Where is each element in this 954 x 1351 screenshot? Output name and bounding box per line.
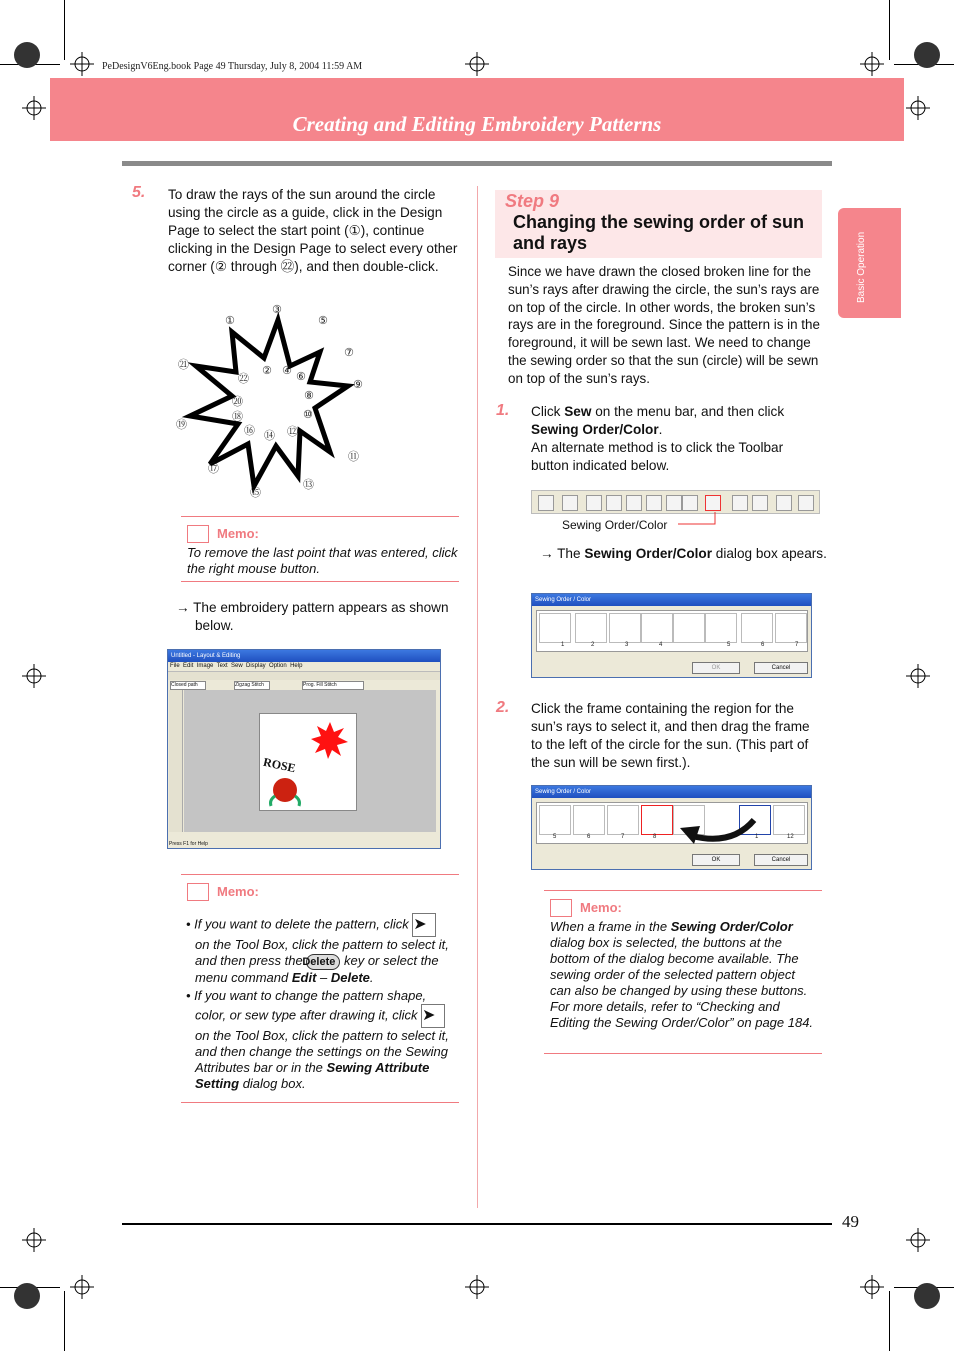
memo-header: Memo:: [187, 883, 459, 901]
menu-item[interactable]: Display: [246, 663, 266, 669]
step1-result: → The Sewing Order/Color dialog box apears.: [540, 546, 827, 561]
frame-number: 1: [755, 834, 759, 840]
cancel-button[interactable]: Cancel: [754, 662, 808, 674]
menu-item[interactable]: Text: [216, 663, 228, 669]
book-icon: [550, 899, 572, 917]
star-label: ⑳: [232, 395, 243, 408]
app-toolbar: [168, 671, 440, 680]
result-text: → The embroidery pattern appears as shown below.: [176, 600, 449, 633]
frame-number: 7: [621, 834, 625, 840]
memo-header: Memo:: [187, 525, 459, 543]
frame-number: 3: [625, 642, 629, 648]
order-frame[interactable]: [539, 805, 571, 835]
dialog-title: Sewing Order / Color: [532, 594, 811, 606]
order-frame[interactable]: [741, 613, 773, 643]
step-label: Step 9: [505, 191, 560, 211]
frame-number: 6: [761, 642, 765, 648]
line-sew-select[interactable]: Closed path: [170, 681, 206, 690]
app-menubar: [168, 662, 440, 671]
frame-number: 2: [591, 642, 595, 648]
text-vertical-icon[interactable]: [626, 495, 642, 511]
star-label: ⑪: [348, 450, 359, 463]
star-label: ⑧: [304, 389, 314, 402]
sun-rays-shape[interactable]: [310, 720, 350, 760]
image-wizard-icon[interactable]: [682, 495, 698, 511]
star-label: ①: [225, 314, 235, 327]
undo-icon[interactable]: [538, 495, 554, 511]
ok-button[interactable]: OK: [692, 854, 740, 866]
drag-arrow-icon: [672, 814, 762, 850]
memo-text: When a frame in the Sewing Order/Color dialog box is selected, the buttons at the bottom of the dialog become available. The sewing order of the selected pattern object can also be changed by using these buttons. For more details, refer to “Checking and Editing the Sewing Order/Color” on page 184.: [550, 919, 814, 1031]
star-label: ⑮: [250, 486, 261, 499]
stitch-select[interactable]: Zigzag Stitch: [234, 681, 270, 690]
select-arrow-icon: ➤: [421, 1004, 445, 1028]
menu-item[interactable]: Sew: [230, 663, 243, 669]
frame-number: 6: [587, 834, 591, 840]
star-label: ⑰: [208, 462, 219, 475]
order-frame[interactable]: [705, 613, 737, 643]
page-header-title: Creating and Editing Embroidery Patterns: [292, 112, 662, 136]
book-icon: [187, 883, 209, 901]
sewing-order-color-icon[interactable]: [705, 495, 721, 511]
book-icon: [187, 525, 209, 543]
star-label: ③: [272, 303, 282, 316]
order-frame[interactable]: [641, 613, 673, 643]
memo-box-3: [544, 890, 822, 1054]
wizard-icon[interactable]: [732, 495, 748, 511]
step1-text: Click Sew on the menu bar, and then click Sewing Order/Color. An alternate method is to click the Toolbar button indicated below.: [531, 404, 785, 473]
header-bar: [50, 78, 904, 141]
tool-icon[interactable]: [562, 495, 578, 511]
star-label: ⑲: [176, 418, 187, 431]
cancel-button[interactable]: Cancel: [754, 854, 808, 866]
star-label: ⑯: [244, 424, 255, 437]
book-info: PeDesignV6Eng.book Page 49 Thursday, July 8, 2004 11:59 AM: [102, 61, 363, 72]
memo-bullets: • If you want to delete the pattern, click ➤ on the Tool Box, click the pattern to select it, and then press the Delete key or select the menu command Edit – Delete. • If you want to change the pattern shape, color, or sew type after drawing it, click ➤ on the Tool Box, click the pattern to select it, and then change the settings on the Sewing Attributes bar or in the Sewing Attribute Setting dialog box.: [186, 913, 449, 1092]
order-frame[interactable]: [575, 613, 607, 643]
star-label: ⑦: [344, 346, 354, 359]
star-label: ⑥: [296, 370, 306, 383]
transfer-icon[interactable]: [776, 495, 792, 511]
star-label: ⑫: [287, 425, 298, 438]
select-arrow-icon: ➤: [412, 913, 436, 937]
star-label: ㉒: [238, 372, 249, 385]
memo-box-2: [181, 874, 459, 1103]
image-icon[interactable]: [666, 495, 682, 511]
text-path-icon[interactable]: [606, 495, 622, 511]
app-screenshot: [167, 649, 441, 849]
order-frame[interactable]: [539, 613, 571, 643]
memo-header: Memo:: [550, 899, 822, 917]
rose-text: ROSE: [262, 754, 297, 776]
frame-number: 5: [553, 834, 557, 840]
frames-list[interactable]: [536, 610, 808, 652]
memo-box: [181, 516, 459, 582]
star-label: ⑩: [303, 408, 313, 421]
write-card-icon[interactable]: [798, 495, 814, 511]
frame-number: 5: [727, 642, 731, 648]
design-page[interactable]: [259, 713, 357, 811]
step2-text: Click the frame containing the region for the sun’s rays to select it, and then drag the frame to the left of the circle for the sun. (This part of the sun will be sewn first.).: [531, 701, 810, 770]
star-label: ④: [282, 364, 292, 377]
dialog-title: Sewing Order / Color: [532, 786, 811, 798]
callout-line: [670, 510, 720, 530]
tool-box[interactable]: [169, 690, 183, 832]
order-frame[interactable]: [573, 805, 605, 835]
delete-key-icon: Delete: [306, 954, 340, 970]
sewing-order-dialog-drag: [531, 785, 812, 870]
order-frame-drop-target[interactable]: [641, 805, 673, 835]
star-label: ⑤: [318, 314, 328, 327]
page-number: 49: [842, 1212, 859, 1231]
memo-text: To remove the last point that was entered, click the right mouse button.: [187, 545, 458, 577]
preview-icon[interactable]: [752, 495, 768, 511]
sewing-order-dialog: [531, 593, 812, 678]
step1-number: 1.: [496, 402, 510, 419]
order-frame[interactable]: [773, 805, 805, 835]
star-label: ②: [262, 364, 272, 377]
frame-number: 7: [795, 642, 799, 648]
text-fit-icon[interactable]: [646, 495, 662, 511]
step-heading-box: [495, 190, 822, 258]
step-intro: Since we have drawn the closed broken line for the sun’s rays after drawing the circle, the sun’s rays are on top of the circle. In other words, the broken sun’s rays are in the foreground. Since the pattern is in the foreground, it will be sewn last. We need to change the sewing order so that the sun (circle) will be sewn on top of the sun’s rays.: [508, 264, 820, 386]
status-bar: Press F1 for Help: [169, 841, 208, 847]
star-label: ㉑: [178, 358, 189, 371]
menu-item[interactable]: File: [170, 663, 180, 669]
fill-select[interactable]: Prog. Fill Stitch: [302, 681, 364, 690]
step2-number: 2.: [496, 699, 510, 716]
menu-item[interactable]: Image: [196, 663, 214, 669]
menu-item[interactable]: Help: [290, 663, 303, 669]
side-tab-label: Basic Operation: [856, 231, 867, 303]
footer-rule: [122, 1223, 832, 1225]
order-frame[interactable]: [673, 613, 705, 643]
menu-item[interactable]: Option: [269, 663, 287, 669]
design-area[interactable]: [184, 690, 436, 832]
text-icon[interactable]: [586, 495, 602, 511]
app-title: Untitled - Layout & Editing: [168, 650, 440, 662]
frame-number: 1: [561, 642, 565, 648]
step5-number: 5.: [132, 184, 146, 201]
order-frame[interactable]: [607, 805, 639, 835]
frame-number: 12: [787, 834, 794, 840]
step-title: Changing the sewing order of sun and rays: [513, 212, 805, 253]
ok-button[interactable]: OK: [692, 662, 740, 674]
frame-number: 8: [653, 834, 657, 840]
star-label: ⑭: [264, 429, 275, 442]
side-tab[interactable]: [838, 208, 901, 318]
star-label: ⑨: [353, 378, 363, 391]
menu-item[interactable]: Edit: [183, 663, 194, 669]
frame-number: 4: [659, 642, 663, 648]
header-rule: [122, 161, 832, 166]
step5-text: To draw the rays of the sun around the circle using the circle as a guide, click in the Design Page to select the start point (①), continue clicking in the Design Page to select every other corner (② through ㉒), and then double-click.: [168, 187, 458, 274]
column-divider: [477, 186, 478, 1208]
star-diagram: [170, 296, 380, 506]
star-label: ⑬: [303, 478, 314, 491]
order-frame[interactable]: [775, 613, 807, 643]
sewing-attributes-bar: [168, 680, 440, 690]
star-label: ⑱: [232, 410, 243, 423]
toolbar-callout-label: Sewing Order/Color: [562, 518, 668, 532]
order-frame[interactable]: [609, 613, 641, 643]
